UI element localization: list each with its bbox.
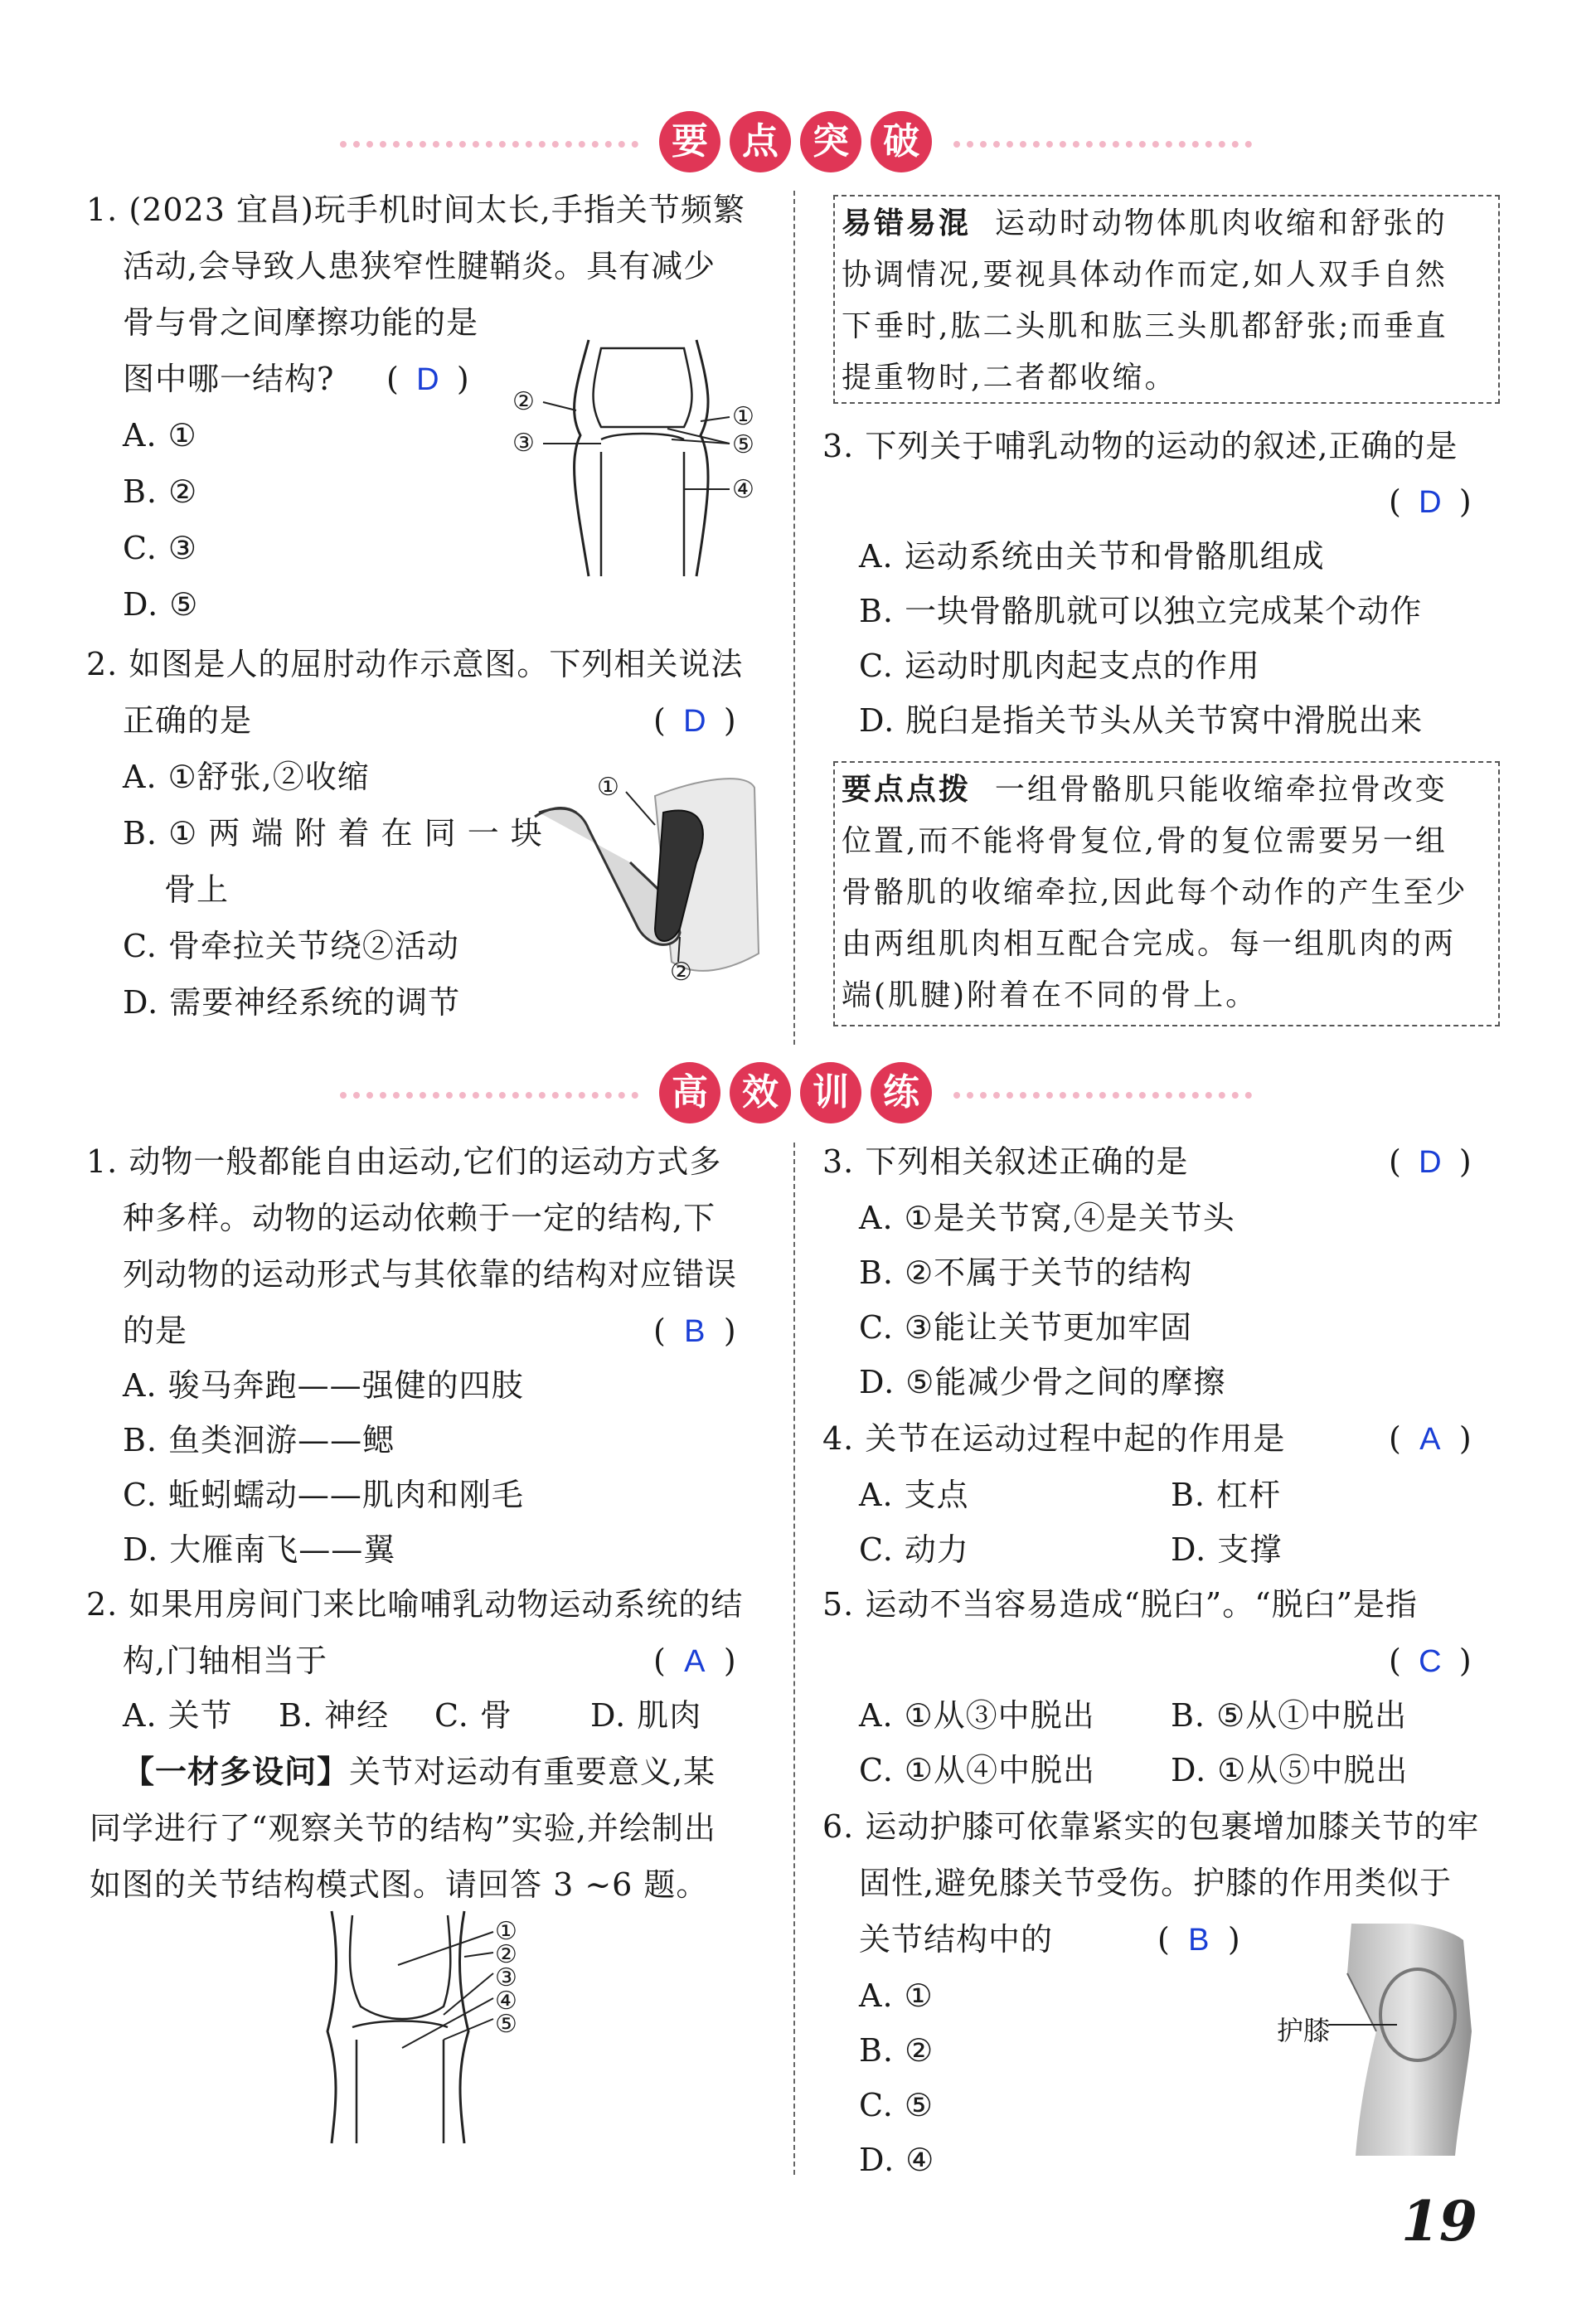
answer-bracket: ( D ) bbox=[653, 702, 736, 739]
option-d: D. ⑤能减少骨之间的摩擦 bbox=[859, 1364, 1226, 1400]
option-c: C. ①从④中脱出 bbox=[859, 1752, 1095, 1788]
figure-label-4: ④ bbox=[495, 1987, 517, 2016]
answer-value: A bbox=[1419, 1422, 1441, 1457]
option-d: D. ①从⑤中脱出 bbox=[1171, 1752, 1409, 1788]
option-c: C. ③ bbox=[123, 530, 197, 566]
question-text: 3. 下列相关叙述正确的是 bbox=[822, 1143, 1189, 1180]
option-a: A. ① bbox=[123, 417, 197, 454]
option-c: C. 骨 bbox=[434, 1697, 512, 1734]
option-b: B. 一块骨骼肌就可以独立完成某个动作 bbox=[859, 593, 1423, 629]
question-text: 图中哪一结构? bbox=[123, 361, 335, 397]
option-b: B. 神经 bbox=[279, 1697, 390, 1734]
answer-bracket: ( B ) bbox=[1157, 1921, 1240, 1958]
intro-line: 如图的关节结构模式图。请回答 3 ~6 题。 bbox=[90, 1866, 709, 1903]
tip-line bbox=[842, 763, 1448, 818]
answer-value: D bbox=[1419, 485, 1442, 520]
header-char-4: 练 bbox=[871, 1062, 932, 1123]
option-c: C. 蚯蚓蠕动——肌肉和刚毛 bbox=[123, 1477, 524, 1513]
option-d: D. 需要神经系统的调节 bbox=[123, 984, 461, 1021]
page-number: 19 bbox=[1401, 2189, 1477, 2254]
option-c: C. 骨牵拉关节绕②活动 bbox=[123, 928, 459, 964]
question-text: 列动物的运动形式与其依靠的结构对应错误 bbox=[123, 1256, 738, 1293]
tip-text: 运动时动物体肌肉收缩和舒张的 bbox=[994, 206, 1448, 240]
option-d: D. ④ bbox=[859, 2142, 935, 2178]
answer-bracket: ( D ) bbox=[1389, 483, 1472, 520]
header-char-1: 要 bbox=[659, 111, 720, 172]
section-header-key-points bbox=[0, 106, 1596, 181]
option-d: D. 肌肉 bbox=[590, 1697, 702, 1734]
knee-brace-photo bbox=[1277, 1924, 1492, 2156]
figure-label-2: ② bbox=[670, 958, 692, 987]
answer-value: A bbox=[684, 1644, 706, 1679]
intro-tag: 【一材多设问】 bbox=[123, 1754, 350, 1790]
figure-label-1: ① bbox=[732, 402, 754, 431]
figure-label-4: ④ bbox=[732, 475, 754, 504]
answer-bracket: ( D ) bbox=[386, 361, 469, 397]
tip-box-key-insight bbox=[833, 761, 1500, 1026]
question-text: 3. 下列关于哺乳动物的运动的叙述,正确的是 bbox=[822, 428, 1458, 464]
question-text: 4. 关节在运动过程中起的作用是 bbox=[822, 1420, 1286, 1457]
option-b: B. ②不属于关节的结构 bbox=[859, 1254, 1193, 1291]
figure-label-5: ⑤ bbox=[495, 2010, 517, 2039]
question-text: 活动,会导致人患狭窄性腱鞘炎。具有减少 bbox=[123, 248, 716, 284]
answer-bracket: ( C ) bbox=[1389, 1643, 1472, 1679]
figure-label-1: ① bbox=[597, 773, 619, 802]
option-b: B. 杠杆 bbox=[1171, 1477, 1282, 1513]
option-d: D. ⑤ bbox=[123, 586, 199, 623]
section-header-efficient-training bbox=[0, 1057, 1596, 1132]
joint-diagram bbox=[510, 336, 767, 585]
option-a: A. 骏马奔跑——强健的四肢 bbox=[123, 1367, 524, 1404]
option-d: D. 脱臼是指关节头从关节窝中滑脱出来 bbox=[859, 702, 1424, 739]
answer-value: C bbox=[1419, 1644, 1442, 1679]
option-b: B. ② bbox=[123, 473, 198, 510]
answer-value: B bbox=[684, 1314, 706, 1349]
option-c: C. 运动时肌肉起支点的作用 bbox=[859, 648, 1260, 684]
intro-text: 关节对运动有重要意义,某 bbox=[349, 1754, 716, 1790]
question-text: 6. 运动护膝可依靠紧实的包裹增加膝关节的牢 bbox=[822, 1808, 1480, 1845]
arm-flexion-diagram bbox=[531, 763, 763, 987]
decorative-dots-left bbox=[340, 141, 638, 154]
option-b: B. ② bbox=[859, 2032, 934, 2069]
option-b: B. 鱼类洄游——鳃 bbox=[123, 1422, 395, 1458]
option-a: A. ①舒张,②收缩 bbox=[123, 759, 370, 795]
question-text: 骨与骨之间摩擦功能的是 bbox=[123, 304, 479, 341]
question-text: 种多样。动物的运动依赖于一定的结构,下 bbox=[123, 1200, 716, 1236]
column-divider-bottom bbox=[793, 1143, 795, 2175]
question-text: 关节结构中的 bbox=[859, 1921, 1054, 1958]
question-text: 5. 运动不当容易造成“脱臼”。“脱臼”是指 bbox=[822, 1586, 1419, 1623]
header-char-4: 破 bbox=[871, 111, 932, 172]
figure-label-2: ② bbox=[512, 387, 535, 416]
decorative-dots-right bbox=[953, 1092, 1252, 1105]
decorative-dots-right bbox=[953, 141, 1252, 154]
tip-text: 一组骨骼肌只能收缩牵拉骨改变 bbox=[994, 773, 1448, 807]
header-char-2: 效 bbox=[730, 1062, 791, 1123]
intro-line: 同学进行了“观察关节的结构”实验,并绘制出 bbox=[90, 1810, 716, 1846]
option-d: D. 支撑 bbox=[1171, 1531, 1283, 1568]
option-a: A. 运动系统由关节和骨骼肌组成 bbox=[859, 538, 1325, 575]
tip-line: 提重物时,二者都收缩。 bbox=[842, 361, 1177, 395]
tip-line: 协调情况,要视具体动作而定,如人双手自然 bbox=[842, 258, 1448, 292]
question-text: 2. 如果用房间门来比喻哺乳动物运动系统的结 bbox=[86, 1586, 744, 1623]
tip-title: 易错易混 bbox=[842, 206, 972, 240]
question-text: 构,门轴相当于 bbox=[123, 1643, 328, 1679]
tip-title: 要点点拨 bbox=[842, 773, 972, 807]
figure-label-1: ① bbox=[495, 1917, 517, 1946]
option-c: C. ③能让关节更加牢固 bbox=[859, 1309, 1192, 1346]
option-a: A. ① bbox=[859, 1977, 934, 2014]
column-divider-top bbox=[793, 191, 795, 1045]
intro-line bbox=[123, 1753, 716, 1791]
question-text: 1. 动物一般都能自由运动,它们的运动方式多 bbox=[86, 1143, 722, 1180]
answer-bracket: ( D ) bbox=[1389, 1143, 1472, 1180]
tip-line: 骨骼肌的收缩牵拉,因此每个动作的产生至少 bbox=[842, 876, 1468, 910]
joint-structure-diagram bbox=[319, 1907, 535, 2147]
option-c: C. ⑤ bbox=[859, 2087, 934, 2123]
figure-label-2: ② bbox=[495, 1940, 517, 1969]
figure-label-5: ⑤ bbox=[732, 430, 754, 459]
header-char-3: 突 bbox=[800, 111, 861, 172]
answer-bracket: ( B ) bbox=[653, 1313, 736, 1349]
tip-line bbox=[842, 197, 1448, 251]
tip-line: 位置,而不能将骨复位,骨的复位需要另一组 bbox=[842, 824, 1448, 858]
option-b-cont: 骨上 bbox=[164, 871, 230, 908]
answer-bracket: ( A ) bbox=[1389, 1420, 1472, 1457]
tip-box-common-mistakes bbox=[833, 195, 1500, 404]
question-text: 2. 如图是人的屈肘动作示意图。下列相关说法 bbox=[86, 646, 744, 682]
knee-brace-label: 护膝 bbox=[1277, 2015, 1331, 2046]
tip-line: 下垂时,肱二头肌和肱三头肌都舒张;而垂直 bbox=[842, 309, 1448, 343]
answer-value: D bbox=[416, 362, 439, 397]
question-text: 固性,避免膝关节受伤。护膝的作用类似于 bbox=[859, 1865, 1453, 1901]
header-char-2: 点 bbox=[730, 111, 791, 172]
option-b: B. ⑤从①中脱出 bbox=[1171, 1697, 1408, 1734]
answer-value: D bbox=[1419, 1145, 1442, 1180]
option-a: A. 支点 bbox=[859, 1477, 969, 1513]
option-a: A. ①是关节窝,④是关节头 bbox=[859, 1200, 1235, 1236]
answer-bracket: ( A ) bbox=[653, 1643, 736, 1679]
option-a: A. 关节 bbox=[123, 1697, 233, 1734]
option-c: C. 动力 bbox=[859, 1531, 969, 1568]
option-a: A. ①从③中脱出 bbox=[859, 1697, 1095, 1734]
figure-label-3: ③ bbox=[512, 429, 535, 458]
option-d: D. 大雁南飞——翼 bbox=[123, 1531, 396, 1568]
question-text: 的是 bbox=[123, 1313, 188, 1349]
answer-value: D bbox=[683, 704, 706, 739]
tip-line: 端(肌腱)附着在不同的骨上。 bbox=[842, 978, 1259, 1012]
tip-line: 由两组肌肉相互配合完成。每一组肌肉的两 bbox=[842, 927, 1457, 961]
answer-value: B bbox=[1188, 1923, 1210, 1958]
question-text: 正确的是 bbox=[123, 702, 253, 739]
header-char-1: 高 bbox=[659, 1062, 720, 1123]
figure-label-3: ③ bbox=[495, 1963, 517, 1992]
question-text: 1. (2023 宜昌)玩手机时间太长,手指关节频繁 bbox=[86, 192, 745, 228]
option-b: B. ① 两 端 附 着 在 同 一 块 bbox=[123, 815, 543, 852]
header-char-3: 训 bbox=[800, 1062, 861, 1123]
decorative-dots-left bbox=[340, 1092, 638, 1105]
